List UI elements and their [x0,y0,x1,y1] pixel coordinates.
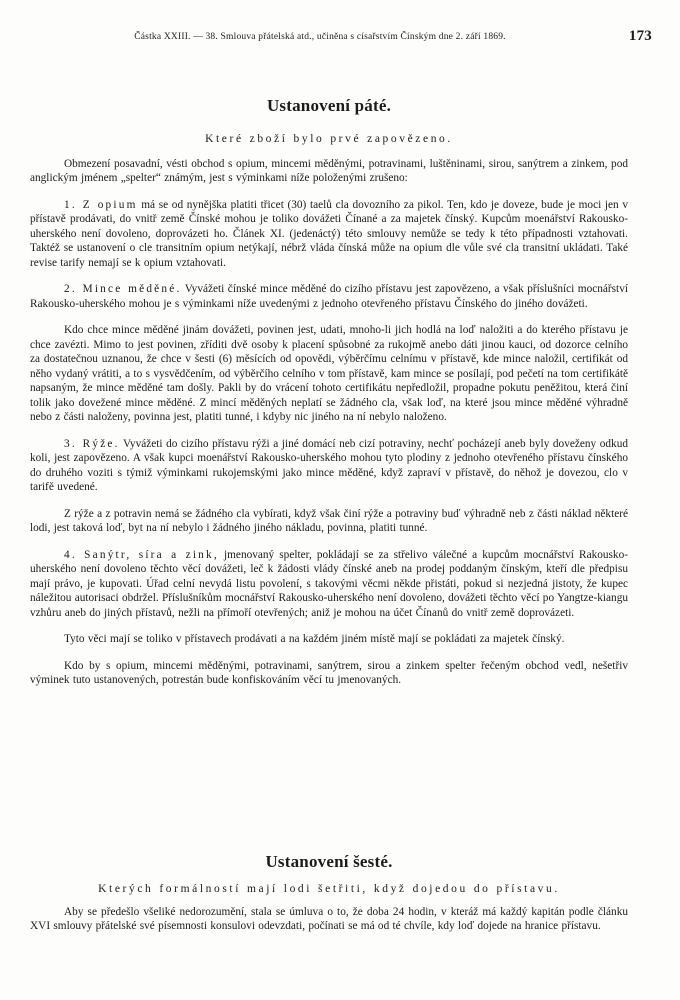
section-six [30,852,628,946]
saltpetre-continuation: Tyto věci mají se toliko v přístavech prodávati a na každém jiném místě mají se pokládati za majetek čínský. [64,633,565,645]
item-text: jmenovaný spelter, pokládají se za střelivo válečné a kupcům mocnářství Rakousko-uherského není dovoleno těchto věcí dovážeti, leč k žádosti vlády čínské aneb na prodej poddaným čínským, kteří dle předpisu mají právo, je kupovati. Úřad celní nevydá listu povolení, s takovými věcmi někde přistáti, pokud si nezjedná jistoty, že kupec náležitou autorisaci obdržel. Příslušníkům mocnářství Rakousko-uherského není dovoleno, dovážeti těchto věcí po Yangtze-kiangu vzhůru aneb do jiných přístavů, nežli na přímoří otevřených; aniž je mohou na účet Čínanů do vnitř země doprovázeti. [30,548,629,619]
running-title: Částka XXIII. — 38. Smlouva přátelská atd., učiněna s císařstvím Čínským dne 2. září 1869. [134,32,506,42]
item-label: 2. Mince měděné. [64,283,182,295]
section-six-paragraph: Aby se předešlo všeliké nedorozumění, stala se úmluva o to, že doba 24 hodin, v kteráž má každý kapitán podle článku XVI smlouvy přátelské své písemnosti konsulovi odevzdati, počínati se má od té chvíle, kdy loď dojede na hranice přístavu. [30,905,628,932]
item-saltpetre [30,548,628,621]
section-five [30,96,628,700]
penalty-paragraph: Kdo by s opium, mincemi měděnými, potravinami, sanýtrem, sirou a zinkem spelter řečeným obchod vedl, nešetřiv výminek tuto ustanovených, potrestán bude konfiskováním věcí tu jmenovaných. [30,659,628,686]
section-heading: Ustanovení šesté. [265,852,393,871]
intro-paragraph: Obmezení posavadní, vésti obchod s opium, mincemi měděnými, potravinami, luštěninami, sirou, sanýtrem a zinkem, pod anglickým jménem „spelter“ známým, jest s výminkami níže položenými zrušeno: [30,157,628,184]
running-header [60,30,652,46]
item-label: 4. Sanýtr, síra a zink, [64,548,219,561]
item-copper-coins [30,282,628,311]
item-text: Vyvážeti do cizího přístavu rýži a jiné domácí neb cizí potraviny, nechť pocházejí aneb byly doveženy odkud koli, jest zapovězeno. A však kupci moenářství Rakousko-uherského mohou tyto plodiny z jednoho otevřeného přístavu čínského do druhého voziti s týmiž výminkami rukojemskými jako mince měděné, když zapraví v přístavě, do něhož je dovezou, clo v tarifě uvedené. [30,437,628,493]
item-opium [30,198,628,271]
page-number: 173 [628,28,652,44]
item-text: má se od nynějška platiti třicet (30) taelů cla dovozního za pikol. Ten, kdo je doveze, bude je moci jen v přístavě prodávati, do vnitř země Čínské mohou je toliko dovážeti Čínané a za majetek čínský. Kupcům moenářství Rakousko-uherského není dovoleno, doprovázeti ho. Článek XI. (jedenáctý) této smlouvy nemůže se tedy k této případnosti vztahovati. Taktéž se ustanovení o cle transitním opium netýkají, nébrž vláda čínská může na opium dle vůle své cla transitní ukládati. Také revise tarify nemají se k opium vztahovati. [30,198,629,269]
item-text: Vyvážeti čínské mince měděné do cizího přístavu jest zapovězeno, a však příslušníci mocnářství Rakousko-uherského mohou je s výminkami níže uvedenými z jednoho otevřeného přístavu Čínského do jiného dovážeti. [30,283,628,310]
copper-coins-continuation: Kdo chce mince měděné jinám dovážeti, povinen jest, udati, mnoho-li jich hodlá na loď naložiti a do kterého přístavu je chce zavézti. Mimo to jest povinen, zříditi dvě osoby k placení spůsobné za rukojmě anebo dáti jinou kauci, od dozorce celního za dostatečnou uznanou, že chce v šesti (6) měsících od opovědi, výběrčímu celnímu v přístavě, kde mince naložil, certifikát od něho vydaný vrátiti, a to s vysvědčením, od výběrčího celního v tom přístavě, kam mince se posílají, pod pečetí na tom certifikátě napsaným, že mince měděné tam došly. Pakli by do vrácení tohoto certifikátu nepředložil, propadne pokutu peněžitou, která činí tolik jako dovežené mince měděné. Z mincí měděných neplatí se žádného cla, však loď, na které jsou mince měděné výhradně nebo z části naloženy, povinna jest, platiti tunné, i kdyby nic jiného na ní nebylo naloženo. [30,324,628,423]
item-rice [30,437,628,495]
item-label: 1. Z opium [64,198,138,211]
section-subheading: Kterých formálností mají lodi šetřiti, když dojedou do přístavu. [98,883,560,895]
section-heading: Ustanovení páté. [266,96,392,115]
rice-continuation: Z rýže a z potravin nemá se žádného cla vybírati, když však činí rýže a potraviny buď výhradně neb z části náklad některé lodi, jest taková loď, byt na ní nebylo i žádného jiného nákladu, povinna, platiti tunné. [30,507,628,534]
section-subheading: Které zboží bylo prvé zapovězeno. [205,133,453,145]
item-label: 3. Rýže. [64,437,120,450]
